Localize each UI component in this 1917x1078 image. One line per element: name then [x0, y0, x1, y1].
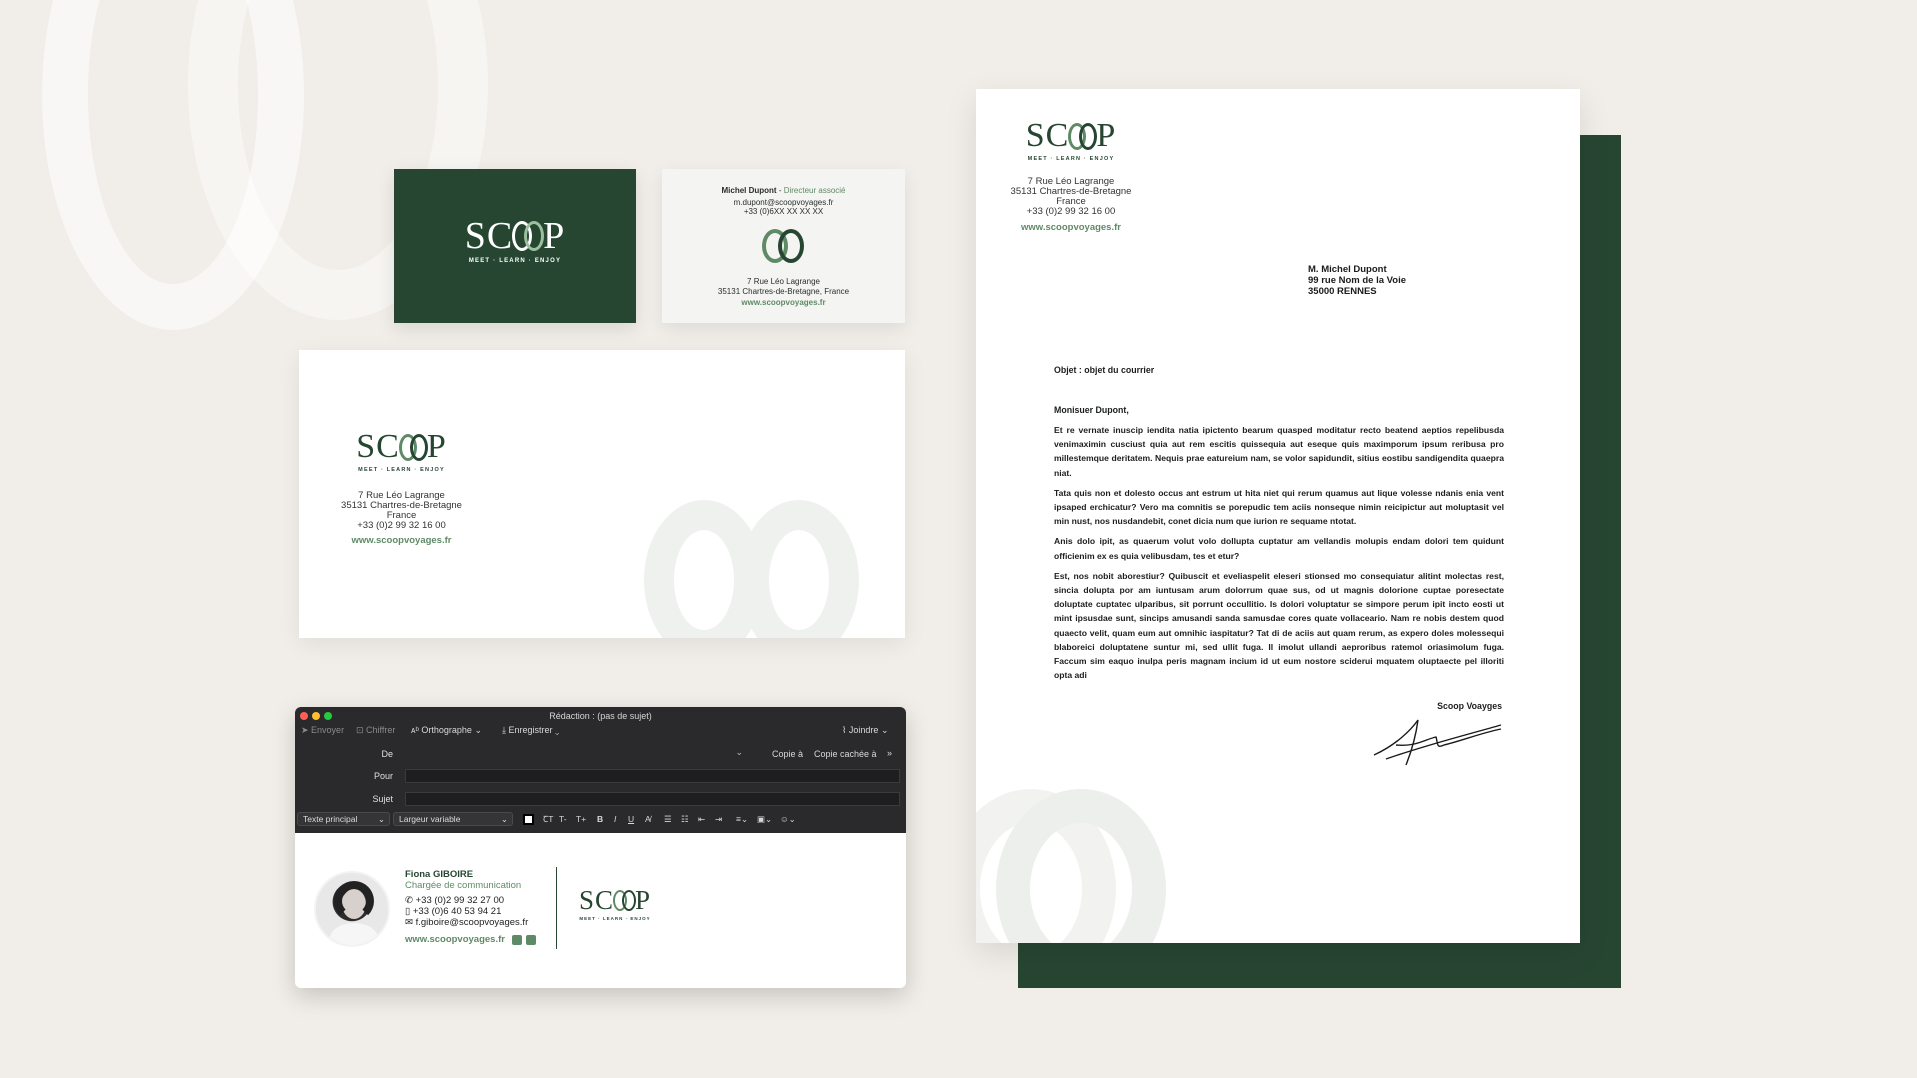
logo-rings-icon: [399, 434, 428, 461]
to-label: Pour: [373, 771, 393, 781]
signature-email[interactable]: ✉ f.giboire@scoopvoyages.fr: [405, 917, 529, 928]
letter-paragraph: Est, nos nobit aborestiur? Quibuscit et eveliaspelit eleseri stionsed mo consequiatur alitint molectas rest, sincia dolupta por am iuntusam arum dolorrum quae sus, od ut magnis dolorione cuptae poresectate doluptate cuptatec ulparibus, sit porrunt occullitio. Is dolori voluptatur se simpore perum ipit incto eosti ut mint ipsusdae sunt, sincips amusandi sanda samusdae cores quate vollaceario. Nam re nobis destem quod quaecto velit, quam eum aut omnihic iaspitatur? Tat di de aciis aut quam rerum, as expero doles molessequi blaboreici doluptatene suntur mi, sed ullit fuga. Il imolut ullandi aeproribus ratemol oriasimolum fuga. Faccum sim eaquo inulpa peris magnam incium id ut eum nostore sciderui mquatem oluptaecte pel illoriti opta adi: [1054, 570, 1504, 681]
envelope-phone: +33 (0)2 99 32 16 00: [357, 520, 446, 531]
attach-button[interactable]: ⌇ Joindre ⌄: [842, 725, 889, 735]
envelope-logo: SC P MEET · LEARN · ENJOY: [299, 430, 504, 473]
logo-rings-icon: [512, 221, 544, 251]
linkedin-icon[interactable]: [526, 935, 536, 945]
envelope-country: France: [386, 510, 417, 521]
letterhead: [976, 89, 1580, 943]
signature-role: Chargée de communication: [405, 880, 522, 891]
brand-tagline: MEET · LEARN · ENJOY: [468, 258, 562, 264]
letter-body: [1054, 423, 1504, 688]
phone-icon: ✆: [405, 895, 416, 906]
letter-paragraph: Et re vernate inuscip iendita natia ipictento bearum quasped moditatur recto beatend aeptios repelibusda venimaximin cusciust quia aut rem escitis quissequia aut eseque quis maximporum ipsum reribusa pro millestemque deritatem. Nequis prae eatureium nam, se volor sapidundit, sitius eostibu sandigendita quaepra niat.: [1054, 425, 1504, 478]
logo-rings-icon: [613, 890, 636, 911]
card-name-separator: -: [776, 186, 784, 195]
brand-logo: SC P MEET · LEARN · ENJOY: [394, 217, 636, 264]
recipient-street: 99 rue Nom de la Voie: [1308, 275, 1407, 286]
signature-mobile: ▯ +33 (0)6 40 53 94 21: [405, 906, 502, 917]
encrypt-button[interactable]: ⊡ Chiffrer: [356, 725, 396, 735]
image-icon[interactable]: ▣⌄: [757, 814, 773, 824]
from-label: De: [381, 749, 393, 759]
recipient-name: M. Michel Dupont: [1308, 264, 1387, 275]
mail-header: [295, 707, 906, 833]
indent-icon[interactable]: ⇥: [715, 814, 723, 824]
italic-icon[interactable]: I: [614, 814, 617, 824]
letter-street: 7 Rue Léo Lagrange: [1027, 176, 1115, 187]
business-card-front: [394, 169, 636, 323]
paperclip-icon: ⌇: [842, 725, 849, 735]
bold-icon[interactable]: B: [597, 814, 604, 824]
chevron-down-icon: ⌄: [735, 747, 743, 757]
chevron-down-icon: ⌄: [555, 725, 560, 735]
letter-country: France: [1056, 196, 1086, 207]
chevron-down-icon: ⌄: [377, 814, 385, 824]
letter-paragraph: Anis dolo ipit, as quaerum volut volo dollupta cuptatur am vellandis molupis endam dolori tem quidunt officienim ex es quia velibusdam, tes et etur?: [1054, 536, 1504, 561]
font-size-up-icon[interactable]: T+: [576, 814, 587, 824]
letter-tagline: MEET · LEARN · ENJOY: [1027, 156, 1115, 162]
signature-avatar: [314, 871, 390, 947]
signature-phone: ✆ +33 (0)2 99 32 27 00: [405, 895, 505, 906]
signature-logo: SC P MEET · LEARN · ENJOY: [565, 887, 665, 921]
mail-icon: ✉: [405, 917, 416, 928]
chevron-down-icon: ⌄: [500, 814, 508, 824]
signature-divider: [556, 867, 557, 949]
chevron-down-icon: ⌄: [474, 725, 482, 735]
instagram-icon[interactable]: [512, 935, 522, 945]
mail-compose-window: [295, 707, 906, 988]
font-select[interactable]: Largeur variable ⌄: [393, 812, 513, 826]
recipient-city: 35000 RENNES: [1308, 286, 1377, 297]
letter-logo: SC P MEET · LEARN · ENJOY: [976, 119, 1166, 162]
chevron-down-icon: ⌄: [880, 725, 889, 735]
card-name: Michel Dupont: [721, 186, 777, 195]
signature-tagline: MEET · LEARN · ENJOY: [579, 916, 651, 921]
mobile-icon: ▯: [405, 906, 413, 917]
card-name-line: [662, 186, 905, 195]
envelope-city: 35131 Chartres-de-Bretagne: [341, 500, 462, 511]
letter-closing: Scoop Voayges: [1437, 701, 1502, 711]
text-color-icon[interactable]: [523, 814, 534, 825]
save-button[interactable]: ⤓ Enregistrer ⌄: [502, 725, 560, 735]
card-website: www.scoopvoyages.fr: [741, 298, 826, 307]
download-icon: ⤓: [502, 725, 509, 735]
card-mobile: +33 (0)6XX XX XX XX: [743, 207, 824, 216]
letter-phone: +33 (0)2 99 32 16 00: [1026, 206, 1116, 217]
letter-paragraph: Tata quis non et dolesto occus ant estrum ut hita niet qui rerum quamus aut lique volesse ndanis enia vent ipsaped erchicatur? Vero ma comnitis se porepudic tem aciis nonseque nimin reicipictur aut moluptasit vel min nust, nos nusdandebit, conet dicia num que iurion re sequame ntotat.: [1054, 487, 1504, 527]
lock-icon: ⊡: [356, 725, 367, 735]
letter-watermark-rings: [976, 789, 1216, 943]
envelope-website: www.scoopvoyages.fr: [351, 535, 452, 546]
emoji-icon[interactable]: ☺⌄: [780, 814, 796, 824]
strikethrough-icon[interactable]: A̸: [645, 814, 651, 824]
letter-city: 35131 Chartres-de-Bretagne: [1010, 186, 1132, 197]
envelope-tagline: MEET · LEARN · ENJOY: [358, 467, 445, 473]
logo-rings-icon: [1068, 123, 1097, 150]
business-card-back: [662, 169, 905, 323]
spellcheck-icon: ᴀᵇ: [411, 725, 422, 735]
envelope: [299, 350, 905, 638]
underline-icon[interactable]: U: [628, 814, 635, 824]
card-rings-icon: [760, 229, 810, 265]
bullet-list-icon[interactable]: ☰: [664, 814, 672, 824]
font-size-down-icon[interactable]: T-: [559, 814, 567, 824]
align-icon[interactable]: ≡⌄: [736, 814, 749, 824]
signature-website[interactable]: www.scoopvoyages.fr: [405, 934, 505, 945]
paragraph-style-select[interactable]: Texte principal ⌄: [297, 812, 390, 826]
envelope-watermark-rings: [644, 500, 864, 638]
letter-website: www.scoopvoyages.fr: [1021, 222, 1121, 233]
spelling-button[interactable]: ᴀᵇ Orthographe ⌄: [411, 725, 482, 735]
subject-input[interactable]: [405, 792, 900, 806]
window-title: Rédaction : (pas de sujet): [549, 711, 652, 721]
more-icon[interactable]: »: [887, 748, 893, 758]
card-role: Directeur associé: [783, 186, 846, 195]
signature-name: Fiona GIBOIRE: [405, 869, 474, 880]
card-street: 7 Rue Léo Lagrange: [747, 277, 820, 286]
card-email: m.dupont@scoopvoyages.fr: [733, 198, 834, 207]
bcc-button[interactable]: Copie cachée à: [814, 749, 877, 759]
send-button[interactable]: ➤ Envoyer: [301, 725, 345, 735]
handwritten-signature: [1366, 715, 1506, 770]
card-city: 35131 Chartres-de-Bretagne, France: [717, 287, 850, 296]
from-select[interactable]: [407, 747, 747, 761]
letter-greeting: Monisuer Dupont,: [1054, 405, 1129, 415]
font-size-icon[interactable]: ꞆT: [543, 814, 554, 824]
cc-button[interactable]: Copie à: [772, 749, 804, 759]
envelope-street: 7 Rue Léo Lagrange: [358, 490, 445, 501]
numbered-list-icon[interactable]: ☷: [681, 814, 689, 824]
subject-label: Sujet: [372, 794, 393, 804]
outdent-icon[interactable]: ⇤: [698, 814, 706, 824]
send-icon: ➤: [301, 725, 312, 735]
letter-subject: Objet : objet du courrier: [1054, 365, 1155, 375]
to-input[interactable]: [405, 769, 900, 783]
